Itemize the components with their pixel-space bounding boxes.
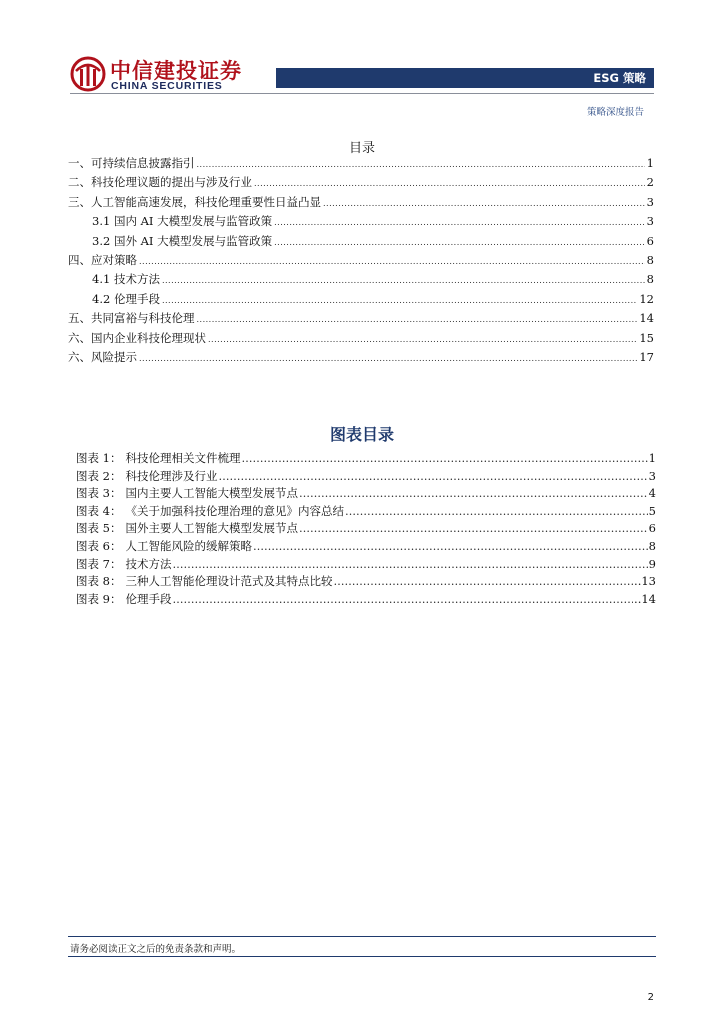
toc-entry-label: 二、科技伦理议题的提出与涉及行业 [68, 175, 252, 190]
figure-entry[interactable] [76, 538, 656, 556]
figure-entry[interactable] [76, 573, 656, 591]
toc-leader-dots [162, 296, 637, 305]
toc-entry[interactable] [68, 271, 654, 290]
report-type: 策略深度报告 [586, 107, 644, 118]
figure-entry-number: 图表 1： [76, 451, 122, 465]
toc-entry-label: 3.1 国内 AI 大模型发展与监管政策 [92, 214, 273, 229]
figure-entry[interactable] [76, 450, 656, 468]
figures-title: 图表目录 [329, 425, 394, 444]
figure-entry-label: 伦理手段 [125, 591, 172, 606]
toc-entry-label: 4.2 伦理手段 [92, 291, 160, 306]
figure-entry[interactable] [76, 468, 656, 486]
toc-leader-dots [139, 354, 637, 363]
figure-leader-dots [241, 452, 647, 465]
footer-divider-bottom [68, 956, 656, 957]
figure-entry-number: 图表 4： [76, 503, 122, 518]
disclaimer-text: 请务必阅读正文之后的免责条款和声明。 [70, 944, 242, 955]
brand-name-cn: 中信建投证券 [110, 59, 242, 83]
toc-leader-dots [254, 179, 645, 188]
toc-entry[interactable] [68, 330, 654, 349]
figure-entry-label: 人工智能风险的缓解策略 [125, 538, 252, 553]
list-of-figures [76, 450, 656, 608]
figure-entry-page: 1 [648, 451, 656, 465]
section-band [276, 68, 654, 88]
figure-entry-label: 科技伦理涉及行业 [125, 468, 218, 483]
table-of-contents [68, 155, 654, 368]
figure-leader-dots [299, 487, 648, 500]
section-label: ESG 策略 [593, 71, 646, 85]
toc-entry-page: 14 [639, 311, 654, 326]
toc-entry-page: 3 [646, 214, 654, 229]
toc-entry-page: 6 [646, 233, 654, 248]
toc-leader-dots [274, 218, 645, 227]
figure-leader-dots [172, 558, 647, 571]
toc-leader-dots [139, 257, 645, 266]
figure-entry-number: 图表 8： [76, 574, 122, 589]
china-securities-logo-icon [70, 56, 106, 92]
toc-leader-dots [274, 238, 645, 247]
figure-entry-label: 国内主要人工智能大模型发展节点 [125, 486, 298, 501]
figure-entry[interactable] [76, 520, 656, 538]
toc-entry[interactable] [68, 252, 654, 271]
figure-entry-number: 图表 2： [76, 468, 122, 483]
page-header [0, 0, 724, 120]
figure-leader-dots [345, 505, 648, 518]
toc-entry-label: 三、人工智能高速发展，科技伦理重要性日益凸显 [68, 194, 321, 209]
toc-entry[interactable] [68, 194, 654, 213]
figure-entry-label: 国外主要人工智能大模型发展节点 [125, 521, 298, 536]
toc-entry[interactable] [68, 349, 654, 368]
header-divider [70, 93, 654, 94]
toc-entry-page: 12 [639, 291, 654, 306]
figure-leader-dots [299, 522, 648, 535]
toc-entry-page: 8 [646, 252, 654, 267]
toc-title: 目录 [348, 141, 375, 156]
toc-entry[interactable] [68, 174, 654, 193]
toc-leader-dots [162, 276, 645, 285]
toc-entry-label: 五、共同富裕与科技伦理 [68, 311, 195, 326]
figure-entry-label: 技术方法 [125, 556, 172, 571]
toc-leader-dots [208, 335, 637, 344]
figure-entry-page: ..13 [634, 574, 656, 589]
toc-entry-page: 15 [639, 330, 654, 345]
figure-entry-page: 8 [648, 538, 656, 553]
figure-leader-dots [172, 593, 633, 606]
page-number: 2 [647, 992, 654, 1003]
toc-entry-page: 3 [646, 194, 654, 209]
toc-entry-page: 17 [639, 349, 654, 364]
figure-entry-page: 5 [648, 503, 656, 518]
brand-name-en: CHINA SECURITIES [111, 80, 223, 92]
figure-leader-dots [333, 575, 633, 588]
figure-leader-dots [218, 470, 647, 483]
toc-entry-label: 六、国内企业科技伦理现状 [68, 330, 206, 345]
toc-entry-label: 一、可持续信息披露指引 [68, 156, 195, 170]
toc-entry[interactable] [68, 310, 654, 329]
toc-leader-dots [197, 160, 645, 169]
footer-divider-top [68, 936, 656, 937]
toc-entry-label: 六、风险提示 [68, 349, 137, 364]
figure-entry-page: 3 [648, 468, 656, 483]
toc-leader-dots [323, 199, 645, 208]
toc-entry-label: 四、应对策略 [68, 252, 137, 267]
figure-entry-page: 4 [648, 486, 656, 501]
toc-entry-page: 8 [646, 272, 654, 287]
figure-entry-number: 图表 9： [76, 591, 122, 606]
toc-entry[interactable] [68, 213, 654, 232]
figure-entry-page: 6 [648, 521, 656, 536]
figure-leader-dots [253, 540, 648, 553]
toc-entry-page: 2 [646, 175, 654, 190]
figure-entry-label: 三种人工智能伦理设计范式及其特点比较 [125, 574, 333, 589]
toc-entry-label: 3.2 国外 AI 大模型发展与监管政策 [92, 233, 273, 248]
figure-entry-number: 图表 6： [76, 538, 122, 553]
toc-entry-label: 4.1 技术方法 [92, 272, 160, 287]
figure-entry[interactable] [76, 485, 656, 503]
figure-entry[interactable] [76, 503, 656, 521]
toc-leader-dots [197, 315, 638, 324]
figure-entry-number: 图表 5： [76, 521, 122, 536]
figure-entry-label: 《关于加强科技伦理治理的意见》内容总结 [125, 503, 344, 518]
figure-entry-page: ..14 [634, 591, 656, 606]
figure-entry[interactable] [76, 591, 656, 609]
toc-entry[interactable] [68, 155, 654, 174]
toc-entry-page: 1 [646, 156, 654, 170]
figure-entry-number: 图表 7： [76, 556, 122, 571]
figure-entry-label: 科技伦理相关文件梳理 [125, 451, 241, 465]
figure-entry[interactable] [76, 556, 656, 574]
toc-entry[interactable] [68, 291, 654, 310]
figure-entry-number: 图表 3： [76, 486, 122, 501]
toc-entry[interactable] [68, 233, 654, 252]
figure-entry-page: 9 [648, 556, 656, 571]
